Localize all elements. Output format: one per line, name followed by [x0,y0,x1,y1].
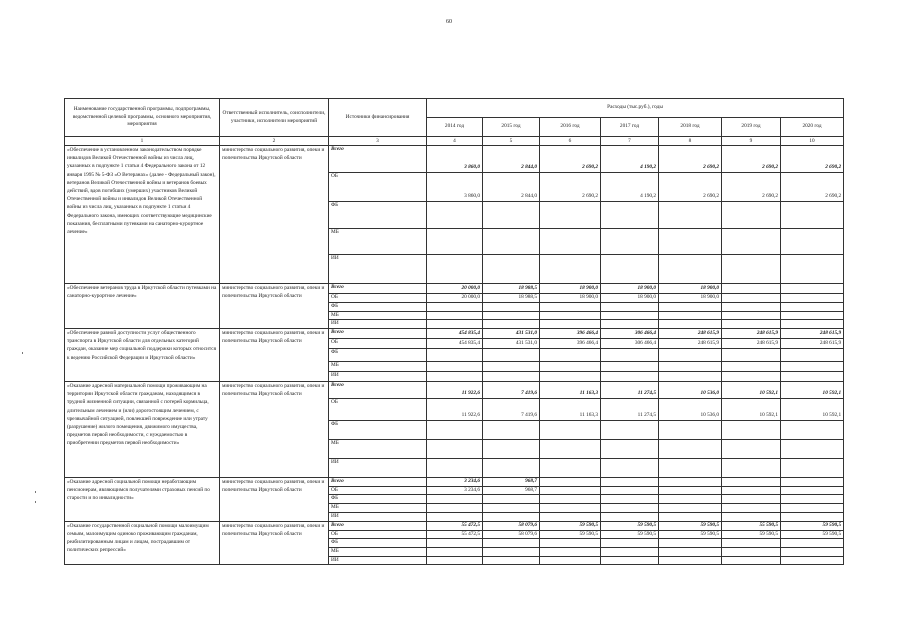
funding-source-cell: Всего [329,146,427,173]
amount-cell [781,229,844,255]
amount-cell [483,548,540,557]
amount-cell: 18 900,0 [601,284,659,294]
amount-cell [781,486,844,495]
amount-cell [483,362,540,372]
funding-source-cell: ФБ [329,349,427,362]
header-year: 2016 год [540,118,601,137]
amount-cell: 431 531,0 [483,329,540,339]
amount-cell [601,362,659,372]
funding-source-cell: ИИ [329,459,427,478]
amount-cell [427,548,483,557]
amount-cell [483,229,540,255]
column-index: 10 [781,137,844,146]
amount-cell: 248 615,9 [659,329,722,339]
executor-cell: министерство социального развития, опеки и попечительства Иркутской области [220,382,329,478]
amount-cell: 10 536,0 [659,382,722,399]
amount-cell [722,372,781,382]
amount-cell [483,504,540,513]
amount-cell: 59 590,5 [601,521,659,530]
header-executor: Ответственный исполнитель, соисполнители, участники, исполнители мероприятий [220,99,329,137]
amount-cell [781,362,844,372]
amount-cell: 59 590,5 [781,521,844,530]
amount-cell [601,486,659,495]
amount-cell: 306 466,4 [601,329,659,339]
amount-cell [722,539,781,548]
program-name-cell: «Обеспечение в установленном законодательством порядке инвалидов Великой Отечественной войны из числа лиц, указанных в подпункте 1 статьи 4 Федерального закона от 12 января 1995 № 5-ФЗ «О Ветеранах» (далее - Федеральный закон), ветеранов Великой Отечественной войны и ветеранов боевых действий, вдов погибших (умерших) участников Великой Отечественной войны и инвалидов Великой Отечественной войны из числа лиц, указанных в подпункте 1 статьи 4 Федерального закона, имеющих соответствующие медицинские показания, бесплатными путевками на санаторно-курортное лечение» [65,146,220,284]
amount-cell [540,539,601,548]
amount-cell [601,478,659,487]
amount-cell: 2 690,2 [781,146,844,173]
amount-cell [427,229,483,255]
scan-artifact [35,491,36,493]
amount-cell [659,504,722,513]
amount-cell [483,255,540,284]
amount-cell: 2 690,2 [781,173,844,202]
amount-cell [540,302,601,311]
amount-cell: 11 922,6 [427,382,483,399]
amount-cell [601,459,659,478]
funding-source-cell: ОБ [329,530,427,539]
amount-cell [601,548,659,557]
amount-cell [601,255,659,284]
amount-cell: 248 615,9 [781,329,844,339]
amount-cell: 59 590,5 [540,521,601,530]
amount-cell [601,440,659,459]
amount-cell: 248 615,9 [722,339,781,349]
amount-cell [483,440,540,459]
amount-cell: 18 988,5 [483,284,540,294]
amount-cell [427,495,483,504]
header-year: 2014 год [427,118,483,137]
amount-cell [427,302,483,311]
amount-cell: 55 472,5 [427,530,483,539]
amount-cell [659,320,722,329]
amount-cell [722,548,781,557]
amount-cell [427,440,483,459]
amount-cell: 3 860,0 [427,173,483,202]
scan-artifact [35,501,36,503]
amount-cell [601,302,659,311]
amount-cell: 2 690,2 [722,173,781,202]
amount-cell [722,478,781,487]
amount-cell [483,556,540,565]
funding-source-cell: ИИ [329,255,427,284]
amount-cell [427,513,483,522]
amount-cell [540,349,601,362]
amount-cell [781,311,844,320]
amount-cell: 396 466,4 [540,339,601,349]
amount-cell: 248 615,9 [722,329,781,339]
amount-cell [483,320,540,329]
amount-cell [659,255,722,284]
amount-cell [540,421,601,440]
amount-cell [781,421,844,440]
amount-cell: 454 835,4 [427,329,483,339]
amount-cell [781,556,844,565]
funding-source-cell: Всего [329,284,427,294]
funding-source-cell: МБ [329,504,427,513]
amount-cell [540,478,601,487]
amount-cell [483,372,540,382]
amount-cell: 18 900,0 [540,284,601,294]
amount-cell [427,556,483,565]
amount-cell [659,486,722,495]
amount-cell [659,440,722,459]
amount-cell [722,362,781,372]
amount-cell: 2 690,2 [540,173,601,202]
amount-cell [601,372,659,382]
amount-cell: 11 163,3 [540,399,601,421]
amount-cell [540,556,601,565]
amount-cell [540,372,601,382]
funding-source-cell: ИИ [329,556,427,565]
executor-cell: министерство социального развития, опеки и попечительства Иркутской области [220,329,329,382]
amount-cell [483,539,540,548]
amount-cell: 11 922,6 [427,399,483,421]
amount-cell [483,311,540,320]
amount-cell [540,504,601,513]
amount-cell: 59 590,5 [722,530,781,539]
amount-cell [427,504,483,513]
amount-cell: 18 900,0 [540,294,601,303]
amount-cell [427,372,483,382]
funding-source-cell: ФБ [329,302,427,311]
funding-source-cell: ОБ [329,339,427,349]
amount-cell [427,320,483,329]
program-name-cell: «Оказание адресной материальной помощи проживающим на территории Иркутской области гражданам, находящимся в трудной жизненной ситуации, связанной с потерей кормильца, длительным лечением и (или) дорогостоящим лечением, с чрезвычайной ситуацией, повлекшей повреждение или утрату (разрушение) жилого помещения, движимого имущества, предметов первой необходимости, с нуждаемостью в приобретении предметов первой необходимости» [65,382,220,478]
amount-cell [540,320,601,329]
amount-cell: 2 690,2 [722,146,781,173]
funding-source-cell: ИИ [329,513,427,522]
amount-cell [659,302,722,311]
amount-cell: 3 234,6 [427,486,483,495]
amount-cell [659,202,722,229]
amount-cell: 454 835,4 [427,339,483,349]
amount-cell [722,459,781,478]
amount-cell: 55 590,5 [722,521,781,530]
amount-cell [601,495,659,504]
amount-cell: 11 163,3 [540,382,601,399]
amount-cell: 2 690,2 [659,146,722,173]
amount-cell [483,302,540,311]
amount-cell [659,421,722,440]
amount-cell: 18 988,5 [483,294,540,303]
funding-source-cell: МБ [329,311,427,320]
amount-cell [781,294,844,303]
amount-cell [781,478,844,487]
amount-cell [781,349,844,362]
scan-artifact [22,352,23,354]
amount-cell [722,440,781,459]
column-index: 4 [427,137,483,146]
amount-cell [722,302,781,311]
amount-cell: 396 466,4 [540,329,601,339]
amount-cell [540,548,601,557]
amount-cell [601,202,659,229]
funding-source-cell: МБ [329,440,427,459]
amount-cell [483,495,540,504]
amount-cell: 59 590,5 [659,521,722,530]
amount-cell [722,320,781,329]
funding-source-cell: МБ [329,362,427,372]
amount-cell [601,556,659,565]
program-name-cell: «Обеспечение равной доступности услуг общественного транспорта в Иркутской области для отдельных категорий граждан, оказание мер социальной поддержки которых относится к ведению Российской Федерации и Иркутской области» [65,329,220,382]
header-source: Источники финансирования [329,99,427,137]
amount-cell [427,362,483,372]
header-year: 2017 год [601,118,659,137]
amount-cell: 59 590,5 [659,530,722,539]
header-year: 2019 год [722,118,781,137]
amount-cell [722,504,781,513]
column-index: 5 [483,137,540,146]
header-expenses: Расходы (тыс.руб.), годы [427,99,844,118]
amount-cell [483,421,540,440]
amount-cell: 18 900,0 [601,294,659,303]
amount-cell [601,349,659,362]
amount-cell [722,349,781,362]
amount-cell: 2 690,2 [659,173,722,202]
amount-cell: 59 590,5 [540,530,601,539]
amount-cell [659,548,722,557]
amount-cell [722,513,781,522]
executor-cell: министерство социального развития, опеки и попечительства Иркутской области [220,521,329,565]
amount-cell [722,202,781,229]
amount-cell [781,440,844,459]
amount-cell: 18 900,0 [659,294,722,303]
amount-cell [427,421,483,440]
amount-cell [427,459,483,478]
amount-cell [781,372,844,382]
amount-cell [427,202,483,229]
amount-cell [722,311,781,320]
amount-cell: 20 000,0 [427,294,483,303]
amount-cell [540,486,601,495]
amount-cell [601,504,659,513]
amount-cell [601,539,659,548]
program-name-cell: «Обеспечение ветеранов труда в Иркутской области путевками на санаторно-курортное лечение» [65,284,220,329]
funding-source-cell: Всего [329,329,427,339]
table-row [65,284,844,294]
amount-cell [659,539,722,548]
column-index-row [65,137,844,146]
amount-cell: 2 844,0 [483,173,540,202]
amount-cell [659,513,722,522]
amount-cell: 2 690,2 [540,146,601,173]
column-index: 7 [601,137,659,146]
amount-cell [483,459,540,478]
financing-table [64,98,844,565]
amount-cell [781,495,844,504]
amount-cell [601,513,659,522]
amount-cell: 58 079,6 [483,521,540,530]
amount-cell [722,229,781,255]
executor-cell: министерство социального развития, опеки и попечительства Иркутской области [220,284,329,329]
amount-cell: 10 592,1 [781,399,844,421]
amount-cell [601,421,659,440]
amount-cell: 248 615,9 [781,339,844,349]
amount-cell [722,486,781,495]
amount-cell [659,495,722,504]
table-row [65,329,844,339]
column-index: 2 [220,137,329,146]
amount-cell [427,255,483,284]
amount-cell [722,294,781,303]
amount-cell [483,349,540,362]
amount-cell [659,478,722,487]
amount-cell: 11 274,5 [601,399,659,421]
amount-cell: 2 844,0 [483,146,540,173]
header-year: 2018 год [659,118,722,137]
amount-cell: 59 590,5 [781,530,844,539]
amount-cell [540,513,601,522]
amount-cell [483,513,540,522]
column-index: 9 [722,137,781,146]
column-index: 1 [65,137,220,146]
amount-cell: 20 000,0 [427,284,483,294]
amount-cell [601,320,659,329]
amount-cell [722,284,781,294]
funding-source-cell: ОБ [329,173,427,202]
funding-source-cell: ИИ [329,320,427,329]
amount-cell [659,362,722,372]
amount-cell: 968,7 [483,486,540,495]
amount-cell [540,255,601,284]
amount-cell [427,311,483,320]
header-year: 2015 год [483,118,540,137]
column-index: 6 [540,137,601,146]
amount-cell [540,495,601,504]
amount-cell [659,459,722,478]
amount-cell: 3 234,6 [427,478,483,487]
amount-cell: 55 472,5 [427,521,483,530]
funding-source-cell: Всего [329,382,427,399]
column-index: 8 [659,137,722,146]
amount-cell [427,349,483,362]
table-body [65,146,844,565]
amount-cell [722,421,781,440]
funding-source-cell: ОБ [329,399,427,421]
amount-cell: 10 536,0 [659,399,722,421]
amount-cell: 7 419,6 [483,399,540,421]
amount-cell: 10 592,1 [781,382,844,399]
amount-cell: 4 190,2 [601,173,659,202]
header-program: Наименование государственной программы, подпрограммы, ведомственной целевой программы, основного мероприятия, мероприятия [65,99,220,137]
program-name-cell: «Оказание адресной социальной помощи неработающим пенсионерам, являющимся получателями страховых пенсий по старости и по инвалидности» [65,478,220,522]
amount-cell [722,495,781,504]
amount-cell: 18 900,0 [659,284,722,294]
amount-cell [601,311,659,320]
funding-source-cell: ФБ [329,421,427,440]
funding-source-cell: ФБ [329,495,427,504]
amount-cell [722,556,781,565]
amount-cell [427,539,483,548]
header-year: 2020 год [781,118,844,137]
amount-cell [781,255,844,284]
amount-cell: 58 079,6 [483,530,540,539]
amount-cell [781,539,844,548]
table-row [65,478,844,487]
amount-cell [722,255,781,284]
amount-cell [659,349,722,362]
amount-cell [540,229,601,255]
amount-cell: 431 531,0 [483,339,540,349]
amount-cell: 968,7 [483,478,540,487]
executor-cell: министерство социального развития, опеки и попечительства Иркутской области [220,146,329,284]
amount-cell: 10 592,1 [722,399,781,421]
amount-cell [781,284,844,294]
amount-cell [483,202,540,229]
table-row [65,382,844,399]
amount-cell: 3 860,0 [427,146,483,173]
amount-cell: 7 419,6 [483,382,540,399]
column-index: 3 [329,137,427,146]
funding-source-cell: ИИ [329,372,427,382]
amount-cell [601,229,659,255]
funding-source-cell: МБ [329,548,427,557]
table-row [65,521,844,530]
amount-cell [781,548,844,557]
amount-cell: 11 274,5 [601,382,659,399]
amount-cell [781,202,844,229]
executor-cell: министерство социального развития, опеки и попечительства Иркутской области [220,478,329,522]
program-name-cell: «Оказание государственной социальной помощи малоимущим семьям, малоимущим одиноко проживающим гражданам, реабилитированным лицам и лицам, пострадавшим от политических репрессий» [65,521,220,565]
funding-source-cell: Всего [329,478,427,487]
amount-cell [781,459,844,478]
funding-source-cell: ОБ [329,486,427,495]
amount-cell [781,302,844,311]
amount-cell [659,372,722,382]
funding-source-cell: ФБ [329,202,427,229]
amount-cell: 306 466,4 [601,339,659,349]
amount-cell [540,202,601,229]
amount-cell [659,229,722,255]
amount-cell [540,311,601,320]
amount-cell [659,556,722,565]
table-header [65,99,844,146]
amount-cell [781,513,844,522]
table-row [65,146,844,173]
amount-cell: 248 615,9 [659,339,722,349]
amount-cell [540,362,601,372]
funding-source-cell: ФБ [329,539,427,548]
amount-cell [659,311,722,320]
amount-cell: 4 190,2 [601,146,659,173]
funding-source-cell: Всего [329,521,427,530]
amount-cell: 59 590,5 [601,530,659,539]
funding-source-cell: ОБ [329,294,427,303]
amount-cell [540,440,601,459]
funding-source-cell: МБ [329,229,427,255]
amount-cell: 10 592,1 [722,382,781,399]
amount-cell [781,504,844,513]
page-number: 60 [446,19,452,25]
amount-cell [540,459,601,478]
amount-cell [781,320,844,329]
